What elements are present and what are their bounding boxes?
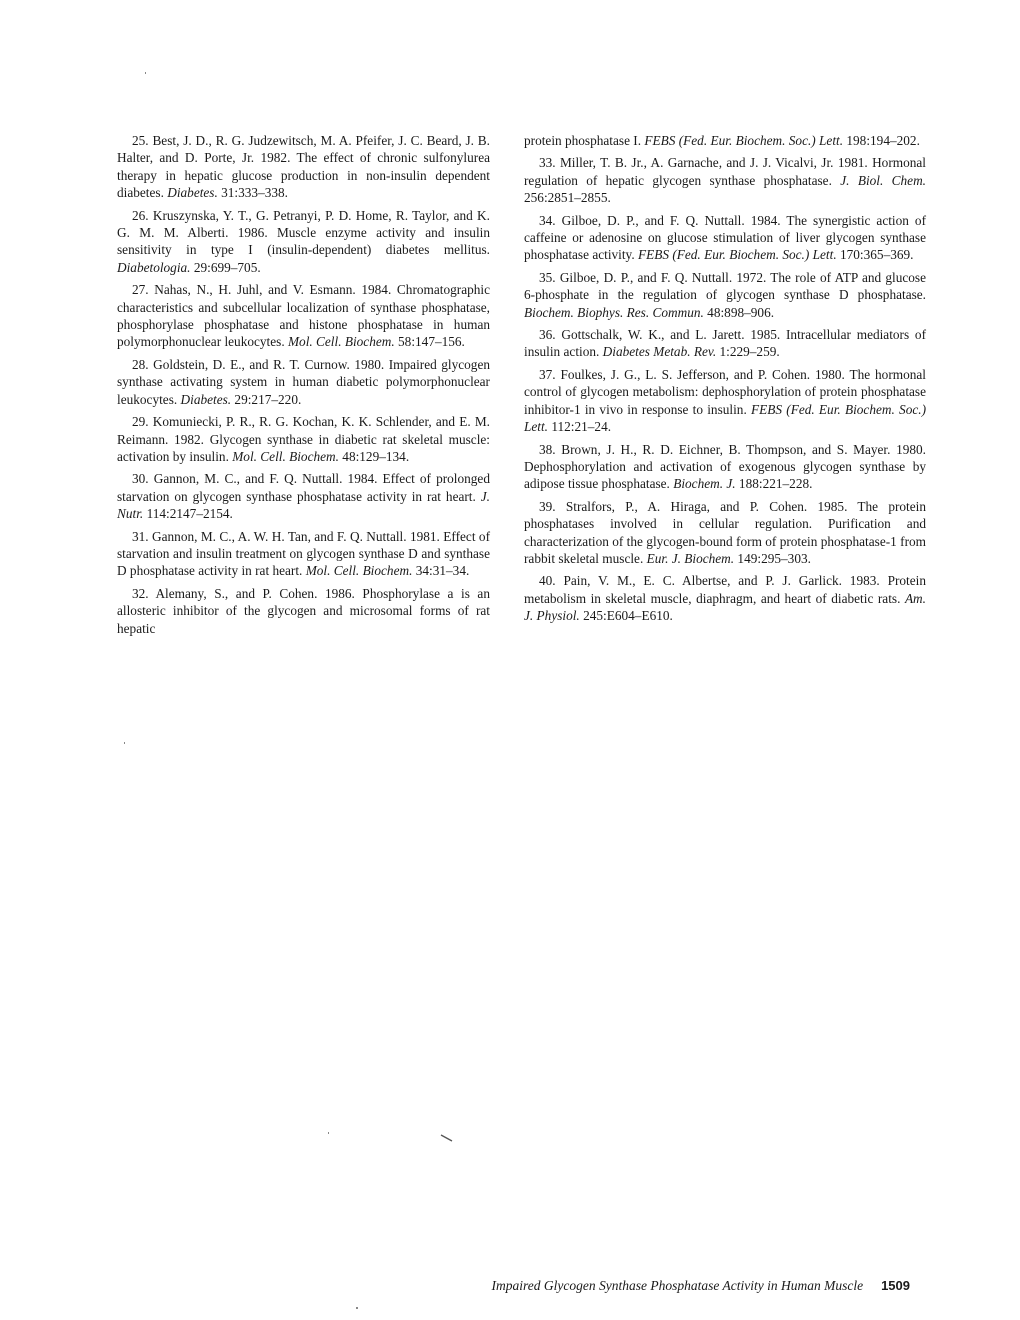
reference-item: 25. Best, J. D., R. G. Judzewitsch, M. A. Pfeifer, J. C. Beard, J. B. Halter, and D. Porte, Jr. 1982. The effect of chronic sulfonylurea therapy in hepatic glucose production in non-insulin dependent diabetes. Diabetes. 31:333–338. — [117, 133, 490, 201]
journal-name: Diabetes. — [167, 185, 218, 201]
reference-item: 39. Stralfors, P., A. Hiraga, and P. Cohen. 1985. The protein phosphatases involved in cellular regulation. Purification and characterization of the glycogen-bound form of protein phosphatase-1 from rabbit skeletal muscle. Eur. J. Biochem. 149:295–303. — [524, 498, 926, 566]
reference-item: 38. Brown, J. H., R. D. Eichner, B. Thompson, and S. Mayer. 1980. Dephosphorylation and activation of exogenous glycogen synthase by adipose tissue phosphatase. Biochem. J. 188:221–228. — [524, 441, 926, 492]
journal-name: Mol. Cell. Biochem. — [232, 448, 339, 464]
journal-name: FEBS (Fed. Eur. Biochem. Soc.) Lett. — [524, 401, 927, 435]
page-number: 1509 — [881, 1278, 910, 1293]
journal-name: Biochem. J. — [673, 476, 736, 492]
reference-continuation: protein phosphatase I. FEBS (Fed. Eur. Biochem. Soc.) Lett. 198:194–202. — [524, 133, 920, 148]
reference-item: 35. Gilboe, D. P., and F. Q. Nuttall. 1972. The role of ATP and glucose 6-phosphate in the regulation of glycogen synthase D phosphatase. Biochem. Biophys. Res. Commun. 48:898–906. — [524, 269, 926, 320]
reference-column-left — [117, 132, 490, 642]
journal-name: Mol. Cell. Biochem. — [305, 563, 413, 579]
reference-item: 29. Komuniecki, P. R., R. G. Kochan, K. K. Schlender, and E. M. Reimann. 1982. Glycogen synthase in diabetic rat skeletal muscle: activation by insulin. Mol. Cell. Biochem. 48:129–134. — [117, 414, 490, 464]
reference-item: 31. Gannon, M. C., A. W. H. Tan, and F. Q. Nuttall. 1981. Effect of starvation and insulin treatment on glycogen synthase D and synthase D phosphatase activity in rat heart. Mol. Cell. Biochem. 34:31–34. — [117, 528, 490, 579]
journal-name: Diabetologia. — [117, 259, 191, 275]
reference-column-right — [524, 132, 926, 630]
reference-item: 27. Nahas, N., H. Juhl, and V. Esmann. 1984. Chromatographic characteristics and subcellular localization of synthase phosphatase, phosphorylase phosphatase and histone phosphatase in human polymorphonuclear leukocytes. Mol. Cell. Biochem. 58:147–156. — [117, 282, 490, 350]
reference-item: 32. Alemany, S., and P. Cohen. 1986. Phosphorylase a is an allosteric inhibitor of the glycogen and microsomal forms of rat hepatic — [117, 585, 490, 636]
reference-item: 26. Kruszynska, Y. T., G. Petranyi, P. D. Home, R. Taylor, and K. G. M. M. Alberti. 1986. Muscle enzyme activity and insulin sensitivity in type I (insulin-dependent) diabetes mellitus. Diabetologia. 29:699–705. — [117, 207, 490, 275]
reference-item: 28. Goldstein, D. E., and R. T. Curnow. 1980. Impaired glycogen synthase activating system in human diabetic polymorphonuclear leukocytes. Diabetes. 29:217–220. — [117, 356, 490, 407]
reference-item: 37. Foulkes, J. G., L. S. Jefferson, and P. Cohen. 1980. The hormonal control of glycogen metabolism: dephosphorylation of protein phosphatase inhibitor-1 in vivo in response to insulin. FEBS (Fed. Eur. Biochem. Soc.) Lett. 112:21–24. — [524, 366, 927, 435]
journal-name: Am. J. Physiol. — [524, 590, 926, 624]
scan-speck — [124, 742, 125, 744]
journal-name: Eur. J. Biochem. — [646, 550, 735, 566]
journal-name: Mol. Cell. Biochem. — [287, 334, 395, 350]
journal-name: J. Nutr. — [117, 488, 490, 522]
reference-item: 30. Gannon, M. C., and F. Q. Nuttall. 1984. Effect of prolonged starvation on glycogen synthase phosphatase activity in rat heart. J. Nutr. 114:2147–2154. — [117, 471, 490, 522]
running-title: Impaired Glycogen Synthase Phosphatase Activity in Human Muscle — [491, 1278, 864, 1293]
journal-name: Diabetes. — [180, 391, 232, 407]
page-footer — [440, 1278, 910, 1294]
journal-name: J. Biol. Chem. — [840, 172, 926, 188]
reference-item: 33. Miller, T. B. Jr., A. Garnache, and J. J. Vicalvi, Jr. 1981. Hormonal regulation of hepatic glycogen synthase phosphatase. J. Biol. Chem. 256:2851–2855. — [524, 155, 926, 206]
journal-name: FEBS (Fed. Eur. Biochem. Soc.) Lett. — [637, 247, 837, 263]
reference-item: 36. Gottschalk, W. K., and L. Jarett. 1985. Intracellular mediators of insulin action. Diabetes Metab. Rev. 1:229–259. — [524, 327, 926, 360]
reference-item: 34. Gilboe, D. P., and F. Q. Nuttall. 1984. The synergistic action of caffeine or adenosine on glucose stimulation of liver glycogen synthase phosphatase activity. FEBS (Fed. Eur. Biochem. Soc.) Lett. 170:365–369. — [524, 212, 926, 263]
journal-name: Diabetes Metab. Rev. — [602, 344, 717, 360]
scan-speck — [328, 1132, 329, 1134]
journal-name: Biochem. Biophys. Res. Commun. — [524, 304, 704, 320]
reference-item: 40. Pain, V. M., E. C. Albertse, and P. J. Garlick. 1983. Protein metabolism in skeletal muscle, diaphragm, and heart of diabetic rats. Am. J. Physiol. 245:E604–E610. — [524, 573, 926, 624]
scan-mark — [440, 1134, 454, 1142]
scan-speck — [145, 72, 146, 74]
journal-name: FEBS (Fed. Eur. Biochem. Soc.) Lett. — [644, 133, 844, 148]
scan-speck — [356, 1307, 358, 1309]
